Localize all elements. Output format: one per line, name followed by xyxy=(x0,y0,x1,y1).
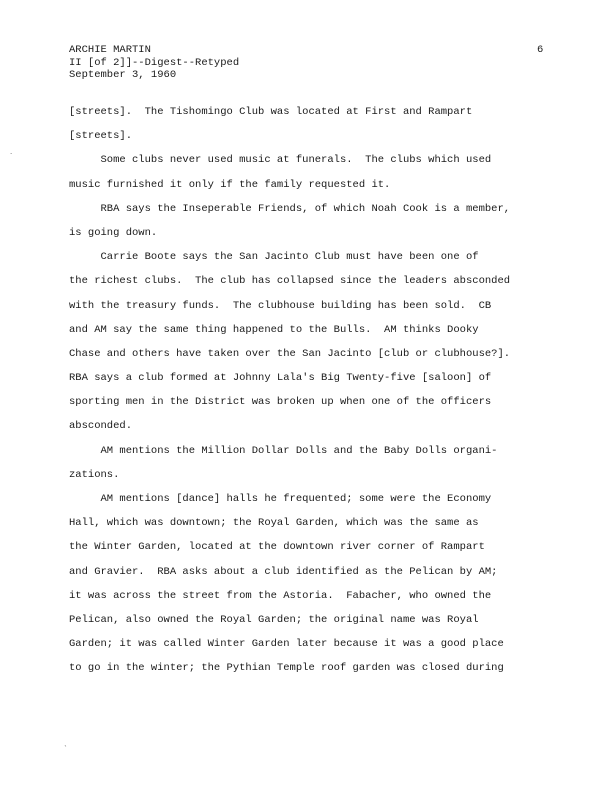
text-line: to go in the winter; the Pythian Temple roof garden was closed during xyxy=(69,662,504,675)
text-line: is going down. xyxy=(69,226,158,239)
page-number: 6 xyxy=(537,44,544,56)
text-line: AM mentions the Million Dollar Dolls and the Baby Dolls organi- xyxy=(69,444,498,457)
page-header xyxy=(69,44,239,82)
body-text xyxy=(69,100,569,681)
scan-speck: ` xyxy=(64,745,68,753)
text-line: Pelican, also owned the Royal Garden; the original name was Royal xyxy=(69,613,479,626)
interview-date: September 3, 1960 xyxy=(69,69,177,81)
text-line: Hall, which was downtown; the Royal Garden, which was the same as xyxy=(69,517,479,530)
text-line: [streets]. The Tishomingo Club was located at First and Rampart xyxy=(69,106,473,118)
scan-speck: · xyxy=(10,150,13,158)
text-line: RBA says a club formed at Johnny Lala's Big Twenty-five [saloon] of xyxy=(69,372,492,385)
text-line: sporting men in the District was broken up when one of the officers xyxy=(69,396,492,409)
text-line: zations. xyxy=(69,468,120,481)
text-line: absconded. xyxy=(69,420,133,433)
text-line: Chase and others have taken over the San Jacinto [club or clubhouse?]. xyxy=(69,347,511,360)
text-line: and Gravier. RBA asks about a club identified as the Pelican by AM; xyxy=(69,565,498,578)
text-line: with the treasury funds. The clubhouse building has been sold. CB xyxy=(69,299,492,312)
text-line: it was across the street from the Astoria. Fabacher, who owned the xyxy=(69,589,492,602)
text-line: the richest clubs. The club has collapsed since the leaders absconded xyxy=(69,275,511,288)
text-line: [streets]. xyxy=(69,130,133,143)
text-line: the Winter Garden, located at the downtown river corner of Rampart xyxy=(69,541,485,554)
text-line: RBA says the Inseperable Friends, of which Noah Cook is a member, xyxy=(69,202,511,215)
text-line: Garden; it was called Winter Garden later because it was a good place xyxy=(69,638,504,651)
text-line: and AM say the same thing happened to the Bulls. AM thinks Dooky xyxy=(69,323,479,336)
text-line: Some clubs never used music at funerals. The clubs which used xyxy=(69,154,492,167)
text-line: Carrie Boote says the San Jacinto Club must have been one of xyxy=(69,251,479,264)
interviewee-name: ARCHIE MARTIN xyxy=(69,44,151,56)
text-line: AM mentions [dance] halls he frequented; some were the Economy xyxy=(69,493,492,505)
reel-info: II [of 2]]--Digest--Retyped xyxy=(69,56,240,69)
text-line: music furnished it only if the family requested it. xyxy=(69,178,391,191)
